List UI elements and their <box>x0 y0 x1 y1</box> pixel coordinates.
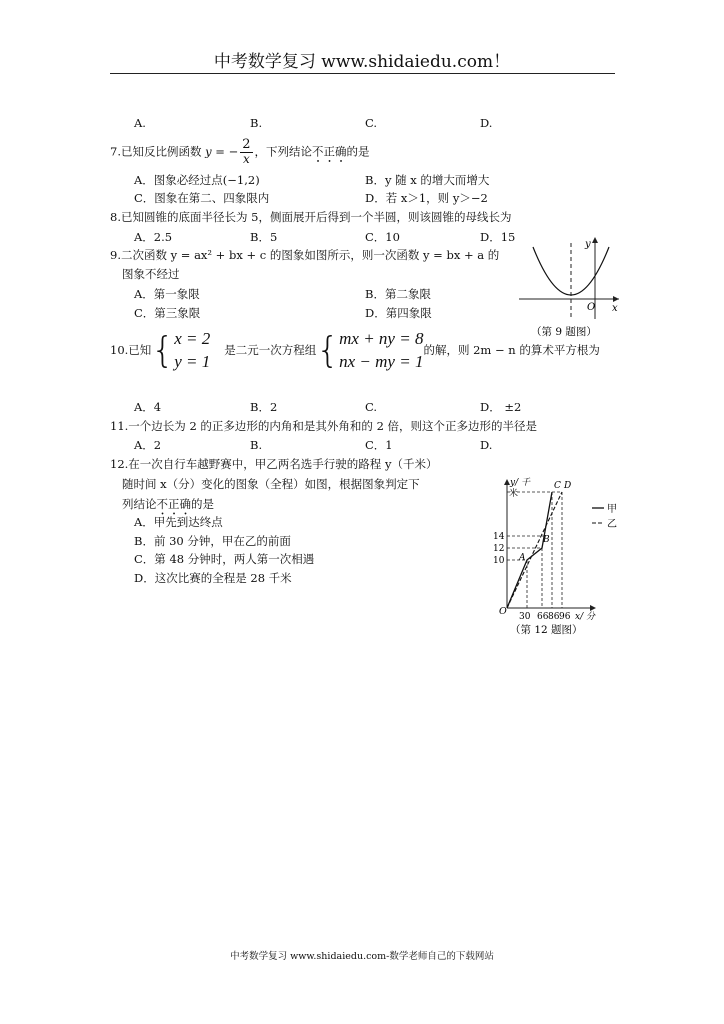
q10-system-1 <box>174 328 210 374</box>
q12-stem-line1: 12.在一次自行车越野赛中，甲乙两名选手行驶的路程 y（千米） <box>110 457 438 471</box>
q10-system1-line1: x = 2 <box>174 329 211 348</box>
q11-option-b: B. <box>250 438 263 452</box>
q7-stem-emphasis: 不正确 <box>312 144 347 159</box>
q10-option-b: B．2 <box>250 400 278 414</box>
q12-legend-yi: 乙 <box>607 519 617 530</box>
q7-stem-pre: 7.已知反比例函数 <box>110 144 206 159</box>
q12-x-arrow-icon <box>590 605 596 611</box>
q9-y-arrow-icon <box>592 237 598 243</box>
q12-race-graph <box>490 470 630 640</box>
q12-line3-post: 的是 <box>191 497 214 511</box>
q10-system1-line2: y = 1 <box>174 351 211 371</box>
q7-stem-mid: ，下列结论 <box>254 144 313 159</box>
q7-option-b: B．y 随 x 的增大而增大 <box>365 173 490 187</box>
q10-system2-line2: nx − my = 1 <box>339 351 424 371</box>
header-divider <box>110 73 615 74</box>
q7-option-c: C．图象在第二、四象限内 <box>134 191 270 205</box>
q12-yi-line <box>507 492 562 608</box>
q10-option-d: D． ±2 <box>480 400 522 414</box>
q9-stem-line2: 图象不经过 <box>122 267 180 281</box>
q10-mid: 是二元一次方程组 <box>224 343 317 358</box>
q9-option-b: B．第二象限 <box>365 287 431 301</box>
q12-option-d: D．这次比赛的全程是 28 千米 <box>134 571 292 585</box>
q8-stem: 8.已知圆锥的底面半径长为 5，侧面展开后得到一个半圆，则该圆锥的母线长为 <box>110 210 512 224</box>
q11-option-c: C．1 <box>365 438 393 452</box>
page-footer: 中考数学复习 www.shidaiedu.com-数学老师自己的下载网站 <box>230 951 494 962</box>
q7-stem-post: 的是 <box>346 144 370 159</box>
q12-option-b: B．前 30 分钟，甲在乙的前面 <box>134 534 291 548</box>
q10-suffix: 的解，则 2m − n 的算术平方根为 <box>423 343 600 358</box>
q9-option-d: D．第四象限 <box>365 306 432 320</box>
q12-x-axis-label: x/ 分 <box>575 612 595 622</box>
q12-legend-jia: 甲 <box>607 504 617 515</box>
q7-stem <box>110 138 370 166</box>
q11-stem: 11.一个边长为 2 的正多边形的内角和是其外角和的 2 倍，则这个正多边形的半径是 <box>110 419 538 433</box>
q12-point-a: A <box>519 553 526 563</box>
q9-label-y: y <box>585 239 591 250</box>
q10-prefix: 10.已知 <box>110 342 152 357</box>
q9-stem-line1: 9.二次函数 y = ax² + bx + c 的图象如图所示，则一次函数 y = bx + a 的 <box>110 248 500 262</box>
q7-fraction <box>240 138 252 166</box>
q10-brace-2: { <box>316 329 340 371</box>
q8-option-a: A．2.5 <box>134 230 173 244</box>
q12-option-a: A．甲先到达终点 <box>134 515 223 529</box>
q10-brace-1: { <box>151 329 175 371</box>
q12-point-b: B <box>543 535 550 545</box>
q12-y-tick-10: 10 <box>493 556 505 566</box>
q9-label-origin: O <box>587 302 596 313</box>
q7-func-y: y <box>205 144 212 159</box>
q12-y-tick-14: 14 <box>493 532 505 542</box>
q10-option-a: A．4 <box>134 400 162 414</box>
q6-option-a: A. <box>134 116 146 130</box>
q12-origin-label: O <box>499 606 507 617</box>
q10-system-2 <box>339 328 423 374</box>
q6-option-b: B. <box>250 116 263 130</box>
q11-option-d: D. <box>480 438 493 452</box>
q12-x-tick-30: 30 <box>519 612 531 622</box>
q11-option-a: A．2 <box>134 438 162 452</box>
q12-point-c: C <box>554 481 561 491</box>
q12-line3-pre: 列结论 <box>122 497 157 511</box>
q12-point-d: D <box>564 481 572 491</box>
q12-figure-caption: （第 12 题图） <box>510 624 583 636</box>
q7-option-d: D．若 x＞1，则 y＞−2 <box>365 191 488 205</box>
q7-frac-denominator: x <box>242 152 250 167</box>
q8-option-b: B．5 <box>250 230 278 244</box>
q9-option-a: A．第一象限 <box>134 287 200 301</box>
q8-option-d: D．15 <box>480 230 516 244</box>
q6-option-d: D. <box>480 116 493 130</box>
q10-option-c: C. <box>365 400 378 414</box>
q9-parabola-figure <box>515 233 627 338</box>
q8-option-c: C．10 <box>365 230 400 244</box>
page-header-title: 中考数学复习 www.shidaiedu.com！ <box>213 52 511 72</box>
q12-y-tick-12: 12 <box>493 544 505 554</box>
q10-stem <box>110 328 600 374</box>
q12-x-tick-96: 96 <box>559 612 571 622</box>
q12-y-axis-label: y/ 千 <box>510 478 530 488</box>
q9-option-c: C．第三象限 <box>134 306 201 320</box>
q6-option-c: C. <box>365 116 378 130</box>
q7-func-eq: = − <box>211 144 239 159</box>
q7-option-a: A．图象必经过点(−1,2) <box>134 173 260 187</box>
q10-system2-line1: mx + ny = 8 <box>339 329 424 348</box>
q12-option-c: C．第 48 分钟时，两人第一次相遇 <box>134 552 315 566</box>
q7-frac-numerator: 2 <box>242 137 251 152</box>
q12-y-unit: 米 <box>509 489 519 499</box>
q12-x-tick-66: 66 <box>537 612 549 622</box>
q9-label-x: x <box>612 303 618 314</box>
q12-line3-emphasis: 不正确 <box>156 497 191 511</box>
q9-figure-caption: （第 9 题图） <box>531 326 597 338</box>
q12-jia-line <box>507 492 552 608</box>
q9-x-arrow-icon <box>613 296 619 302</box>
q12-x-tick-86: 86 <box>548 612 560 622</box>
q12-stem-line2: 随时间 x（分）变化的图象（全程）如图，根据图象判定下 <box>122 477 420 491</box>
